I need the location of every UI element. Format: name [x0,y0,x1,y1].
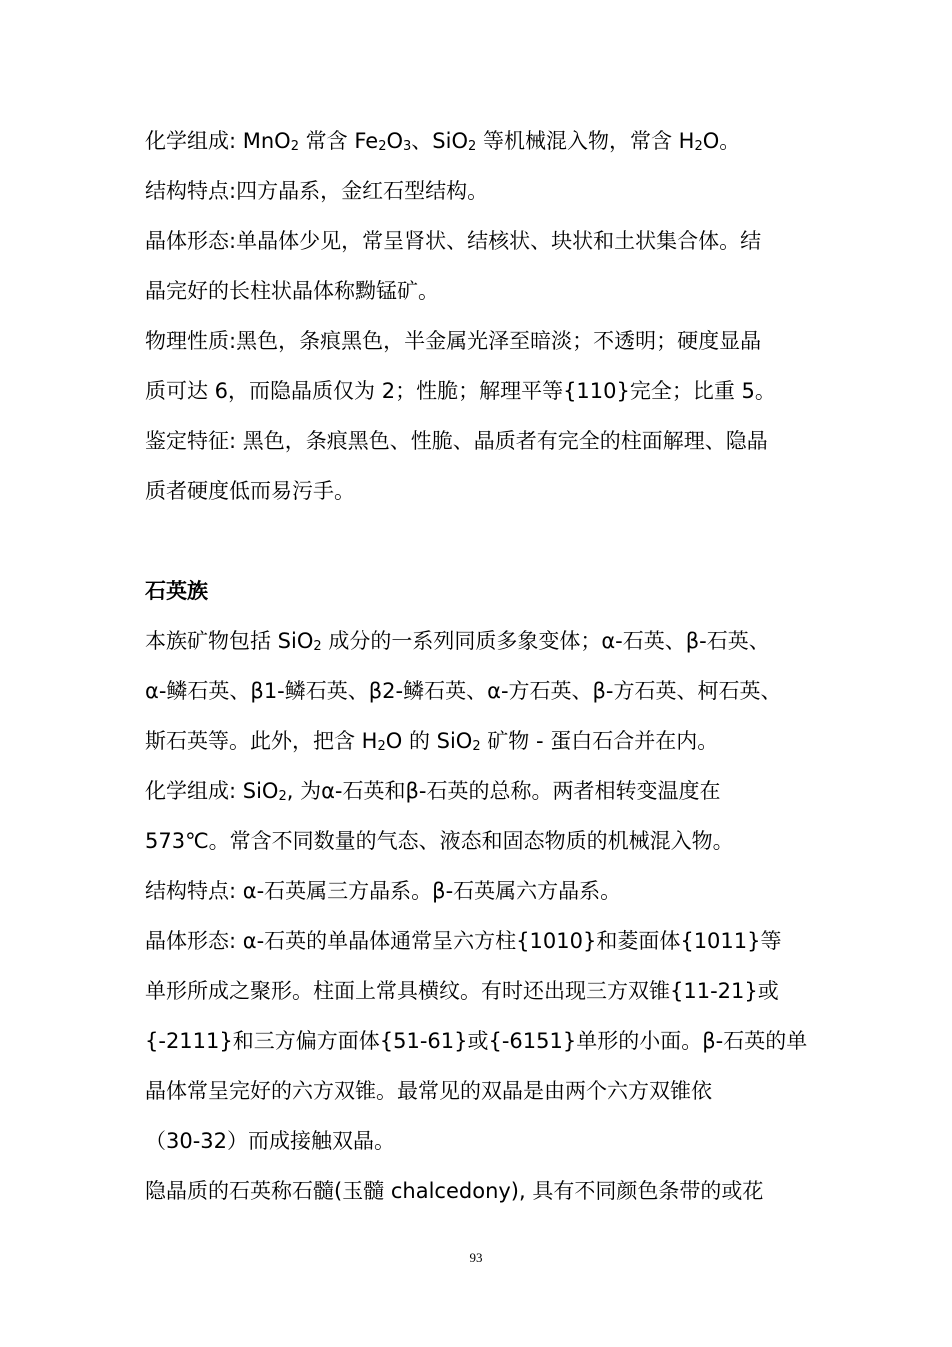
text-line: 鉴定特征: 黑色，条痕黑色、性脆、晶质者有完全的柱面解理、隐晶 [145,429,768,453]
text-line: 结构特点:四方晶系，金红石型结构。 [145,179,489,203]
text-line: 物理性质:黑色，条痕黑色，半金属光泽至暗淡；不透明；硬度显晶 [145,329,762,353]
text-line: 结构特点: α-石英属三方晶系。β-石英属六方晶系。 [145,879,622,903]
text-line: 573℃。常含不同数量的气态、液态和固态物质的机械混入物。 [145,829,734,853]
text-line: {-2111}和三方偏方面体{51-61}或{-6151}单形的小面。β-石英的单 [145,1029,808,1053]
text-line: 晶体常呈完好的六方双锥。最常见的双晶是由两个六方双锥依 [145,1079,712,1103]
text-line: 化学组成: MnO$_2$ 常含 $Fe_2O_3$、SiO$_2$ 等机械混入物，常含 $H_2O$。 [145,129,741,154]
text-line: 质可达 6，而隐晶质仅为 2；性脆；解理平等{110}完全；比重 5。 [145,379,776,403]
text-line: （30-32）而成接触双晶。 [145,1129,396,1153]
text-line: 晶体形态: α-石英的单晶体通常呈六方柱{1010}和菱面体{1011}等 [145,929,782,953]
text-line: 斯石英等。此外，把含 $H_2O$ 的 SiO$_2$ 矿物 - 蛋白石合并在内。 [145,729,719,754]
page-number: 93 [469,1250,483,1265]
text-line: 单形所成之聚形。柱面上常具横纹。有时还出现三方双锥{11-21}或 [145,979,779,1003]
text-line: 晶体形态:单晶体少见，常呈肾状、结核状、块状和土状集合体。结 [145,229,762,253]
section-heading: 石英族 [145,579,208,603]
text-line: 晶完好的长柱状晶体称黝锰矿。 [145,279,439,303]
text-line: 化学组成: SiO$_2$, 为α-石英和β-石英的总称。两者相转变温度在 [145,779,721,804]
text-line: α-鳞石英、β1-鳞石英、β2-鳞石英、α-方石英、β-方石英、柯石英、 [145,679,782,703]
text-line: 本族矿物包括 SiO$_2$ 成分的一系列同质多象变体；α-石英、β-石英、 [145,629,770,654]
text-line: 质者硬度低而易污手。 [145,479,355,503]
text-line: 隐晶质的石英称石髓(玉髓 chalcedony), 具有不同颜色条带的或花 [145,1179,764,1203]
